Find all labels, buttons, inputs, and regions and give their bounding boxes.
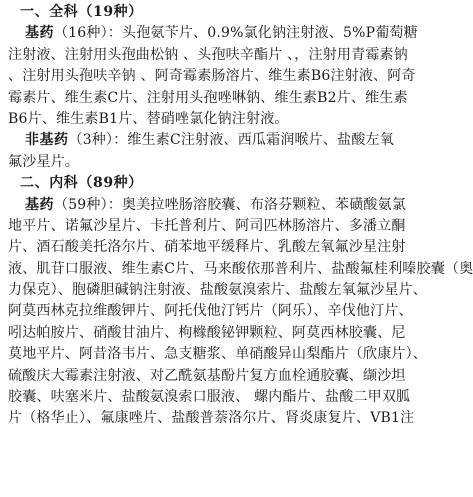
paragraph-line: 胶囊、呋塞米片、盐酸氨溴索口服液、 螺内酯片、盐酸二甲双胍 [8,389,411,406]
paragraph-line: 霉素片、维生素C片、注射用头孢唑啉钠、维生素B2片、维生素 [8,89,408,106]
essential-drugs-label: 基药 [25,196,54,213]
essential-drugs-paragraph-line [8,195,420,216]
paragraph-line: 力保克）、胞磷胆碱钠注射液、盐酸氨溴索片、盐酸左氧氟沙星片、 [8,282,427,299]
section-heading-internal-medicine: 二、内科（89种） [20,175,143,192]
paragraph-line: 地平片、诺氟沙星片、卡托普利片、阿司匹林肠溶片、多潘立酮 [8,217,406,234]
essential-drugs-paragraph-line [8,23,420,44]
paragraph-line: 吲达帕胺片、硝酸甘油片、枸橼酸铋钾颗粒、阿莫西林胶囊、尼 [8,324,406,341]
paragraph-line: 莫地平片、阿昔洛韦片、急支糖浆、单硝酸异山梨酯片（欣康片）、 [8,346,427,363]
paragraph-text: （59种）：奥美拉唑肠溶胶囊、布洛芬颗粒、苯磺酸氨氯 [54,196,407,213]
paragraph-line: B6片、维生素B1片、替硝唑氯化钠注射液。 [8,110,289,127]
paragraph-line: 液、肌苷口服液、维生素C片、马来酸依那普利片、盐酸氟桂利嗪胶囊（奥 [8,260,473,277]
paragraph-text: （16种）：头孢氨苄片、0.9%氯化钠注射液、5%P葡萄糖 [54,25,418,42]
paragraph-line: 阿莫西林克拉维酸钾片、阿托伐他汀钙片（阿乐）、辛伐他汀片、 [8,303,413,320]
non-essential-drugs-label: 非基药 [25,132,69,149]
paragraph-line: 、注射用头孢呋辛钠 、阿奇霉素肠溶片、维生素B6注射液、阿奇 [8,68,416,85]
paragraph-text: （3种）：维生素C注射液、西瓜霜润喉片、盐酸左氧 [68,132,394,149]
paragraph-line: 注射液、注射用头孢曲松钠 、头孢呋辛酯片 、，注射用青霉素钠 [8,46,408,63]
paragraph-line: 片（格华止）、氟康唑片、盐酸普萘洛尔片、肾炎康复片、VB1注 [8,410,415,427]
non-essential-drugs-paragraph-line [8,130,420,151]
paragraph-line: 片、酒石酸美托洛尔片、硝苯地平缓释片、乳酸左氧氟沙星注射 [8,239,406,256]
paragraph-line: 硫酸庆大霉素注射液、对乙酰氨基酚片复方血栓通胶囊、缬沙坦 [8,367,406,384]
essential-drugs-label: 基药 [25,25,54,42]
paragraph-line: 氟沙星片。 [8,153,79,170]
section-heading-general: 一、全科（19种） [20,4,143,20]
